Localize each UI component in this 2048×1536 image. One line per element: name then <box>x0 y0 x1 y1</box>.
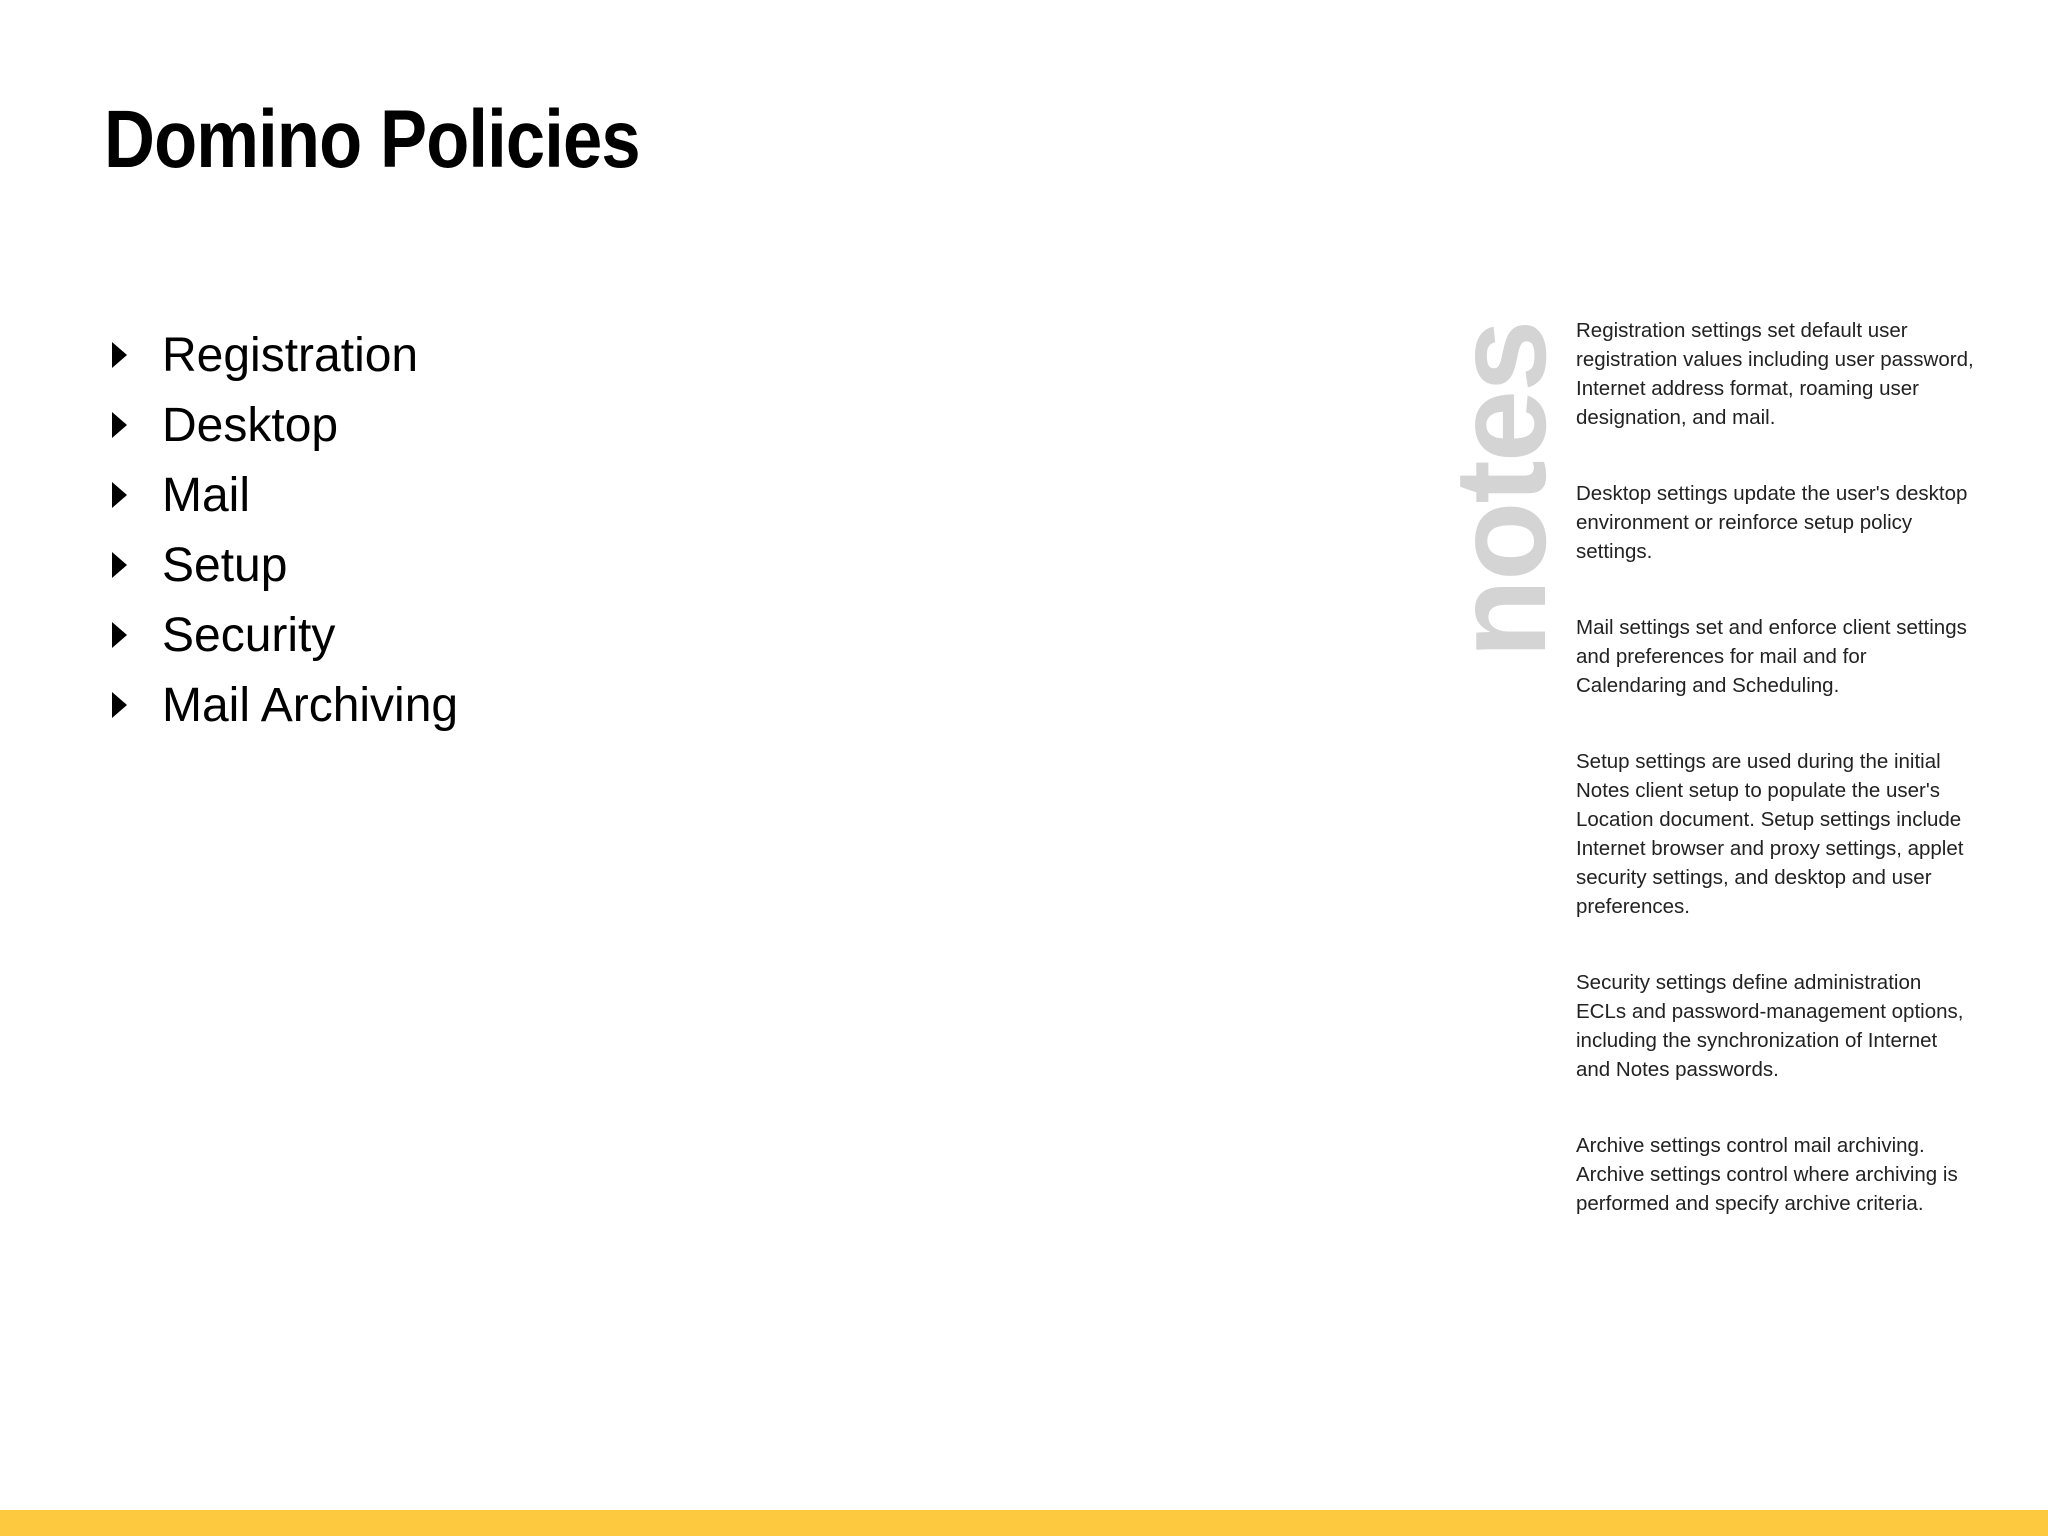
policy-list <box>104 320 458 740</box>
list-item-label: Desktop <box>162 398 339 452</box>
list-item-mail <box>104 460 458 530</box>
list-item-security <box>104 600 458 670</box>
triangle-bullet-icon <box>112 412 127 438</box>
list-item-label: Security <box>162 608 336 662</box>
note-mail: Mail settings set and enforce client settings and preferences for mail and for Calendaring and Scheduling. <box>1576 616 1967 697</box>
triangle-bullet-icon <box>112 482 127 508</box>
note-setup: Setup settings are used during the initial Notes client setup to populate the user's Location document. Setup settings include Internet browser and proxy settings, applet security settings, and desktop and user preferences. <box>1576 750 1964 918</box>
list-item-label: Registration <box>162 328 419 382</box>
list-item-label: Setup <box>162 538 288 592</box>
triangle-bullet-icon <box>112 552 127 578</box>
list-item-registration <box>104 320 458 390</box>
notes-column <box>1576 316 1976 1265</box>
note-archiving: Archive settings control mail archiving. Archive settings control where archiving is performed and specify archive criteria. <box>1576 1134 1958 1215</box>
note-security: Security settings define administration ECLs and password-management options, including the synchronization of Internet and Notes passwords. <box>1576 971 1964 1081</box>
list-item-label: Mail <box>162 468 251 522</box>
triangle-bullet-icon <box>112 622 127 648</box>
list-item-mail-archiving <box>104 670 458 740</box>
triangle-bullet-icon <box>112 692 127 718</box>
footer-accent-bar <box>0 1510 2048 1536</box>
note-desktop: Desktop settings update the user's desktop environment or reinforce setup policy settings. <box>1576 482 1968 563</box>
list-item-label: Mail Archiving <box>162 678 459 732</box>
list-item-desktop <box>104 390 458 460</box>
notes-watermark: notes <box>1427 321 1573 659</box>
note-registration: Registration settings set default user registration values including user password, Internet address format, roaming user designation, and mail. <box>1576 319 1974 429</box>
page-title: Domino Policies <box>104 94 640 185</box>
list-item-setup <box>104 530 458 600</box>
triangle-bullet-icon <box>112 342 127 368</box>
